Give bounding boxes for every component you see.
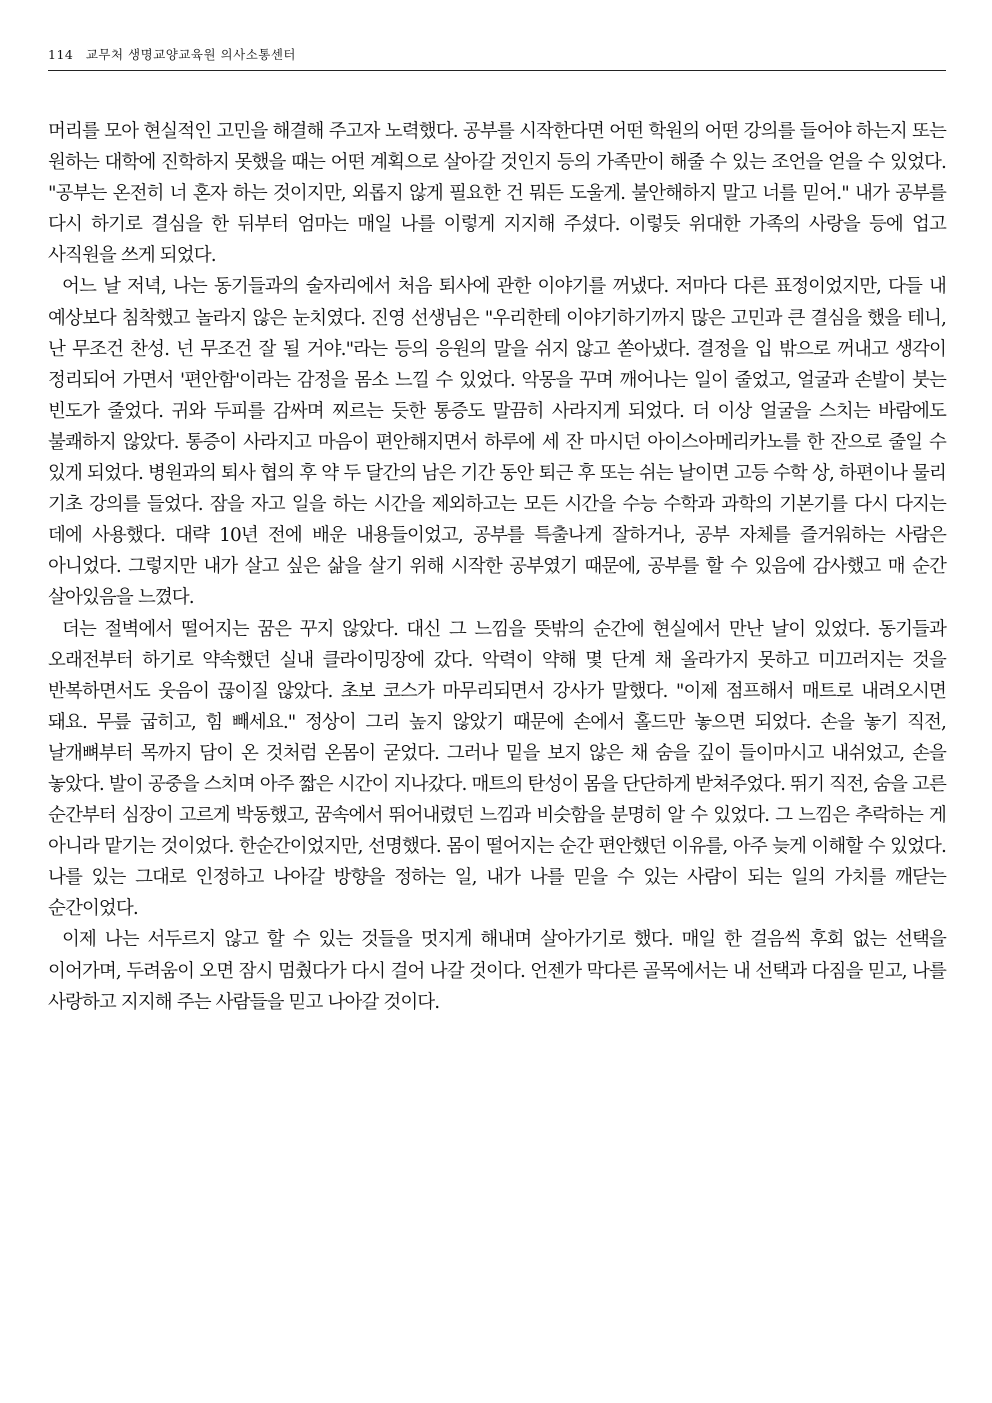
body-text	[48, 116, 946, 1018]
running-header	[48, 44, 946, 71]
paragraph-4: 이제 나는 서두르지 않고 할 수 있는 것들을 멋지게 해내며 살아가기로 했다. 매일 한 걸음씩 후회 없는 선택을 이어가며, 두려움이 오면 잠시 멈췄다가 다시 걸어 나갈 것이다. 언젠가 막다른 골목에서는 내 선택과 다짐을 믿고, 나를 사랑하고 지지해 주는 사람들을 믿고 나아갈 것이다.	[48, 929, 946, 1013]
page-number: 114	[48, 47, 74, 62]
paragraph-1: 머리를 모아 현실적인 고민을 해결해 주고자 노력했다. 공부를 시작한다면 어떤 학원의 어떤 강의를 들어야 하는지 또는 원하는 대학에 진학하지 못했을 때는 어떤 계획으로 살아갈 것인지 등의 가족만이 해줄 수 있는 조언을 얻을 수 있었다. "공부는 온전히 너 혼자 하는 것이지만, 외롭지 않게 필요한 건 뭐든 도울게. 불안해하지 말고 너를 믿어." 내가 공부를 다시 하기로 결심을 한 뒤부터 엄마는 매일 나를 이렇게 지지해 주셨다. 이렇듯 위대한 가족의 사랑을 등에 업고 사직원을 쓰게 되었다.	[48, 121, 946, 267]
header-title: 교무처 생명교양교육원 의사소통센터	[85, 47, 296, 62]
paragraph-2: 어느 날 저녁, 나는 동기들과의 술자리에서 처음 퇴사에 관한 이야기를 꺼냈다. 저마다 다른 표정이었지만, 다들 내 예상보다 침착했고 놀라지 않은 눈치였다. 진영 선생님은 "우리한테 이야기하기까지 많은 고민과 큰 결심을 했을 테니, 난 무조건 찬성. 넌 무조건 잘 될 거야."라는 등의 응원의 말을 쉬지 않고 쏟아냈다. 결정을 입 밖으로 꺼내고 생각이 정리되어 가면서 '편안함'이라는 감정을 몸소 느낄 수 있었다. 악몽을 꾸며 깨어나는 일이 줄었고, 얼굴과 손발이 붓는 빈도가 줄었다. 귀와 두피를 감싸며 찌르는 듯한 통증도 말끔히 사라지게 되었다. 더 이상 얼굴을 스치는 바람에도 불쾌하지 않았다. 통증이 사라지고 마음이 편안해지면서 하루에 세 잔 마시던 아이스아메리카노를 한 잔으로 줄일 수 있게 되었다. 병원과의 퇴사 협의 후 약 두 달간의 남은 기간 동안 퇴근 후 또는 쉬는 날이면 고등 수학 상, 하편이나 물리 기초 강의를 들었다. 잠을 자고 일을 하는 시간을 제외하고는 모든 시간을 수능 수학과 과학의 기본기를 다시 다지는 데에 사용했다. 대략 10년 전에 배운 내용들이었고, 공부를 특출나게 잘하거나, 공부 자체를 즐거워하는 사람은 아니었다. 그렇지만 내가 살고 싶은 삶을 살기 위해 시작한 공부였기 때문에, 공부를 할 수 있음에 감사했고 매 순간 살아있음을 느꼈다.	[48, 276, 946, 609]
paragraph-3: 더는 절벽에서 떨어지는 꿈은 꾸지 않았다. 대신 그 느낌을 뜻밖의 순간에 현실에서 만난 날이 있었다. 동기들과 오래전부터 하기로 약속했던 실내 클라이밍장에 갔다. 악력이 약해 몇 단계 채 올라가지 못하고 미끄러지는 것을 반복하면서도 웃음이 끊이질 않았다. 초보 코스가 마무리되면서 강사가 말했다. "이제 점프해서 매트로 내려오시면 돼요. 무릎 굽히고, 힘 빼세요." 정상이 그리 높지 않았기 때문에 손에서 홀드만 놓으면 되었다. 손을 놓기 직전, 날개뼈부터 목까지 담이 온 것처럼 온몸이 굳었다. 그러나 밑을 보지 않은 채 숨을 깊이 들이마시고 내쉬었고, 손을 놓았다. 발이 공중을 스치며 아주 짧은 시간이 지나갔다. 매트의 탄성이 몸을 단단하게 받쳐주었다. 뛰기 직전, 숨을 고른 순간부터 심장이 고르게 박동했고, 꿈속에서 뛰어내렸던 느낌과 비슷함을 분명히 알 수 있었다. 그 느낌은 추락하는 게 아니라 맡기는 것이었다. 한순간이었지만, 선명했다. 몸이 떨어지는 순간 편안했던 이유를, 아주 늦게 이해할 수 있었다. 나를 있는 그대로 인정하고 나아갈 방향을 정하는 일, 내가 나를 믿을 수 있는 사람이 되는 일의 가치를 깨닫는 순간이었다.	[48, 618, 946, 920]
